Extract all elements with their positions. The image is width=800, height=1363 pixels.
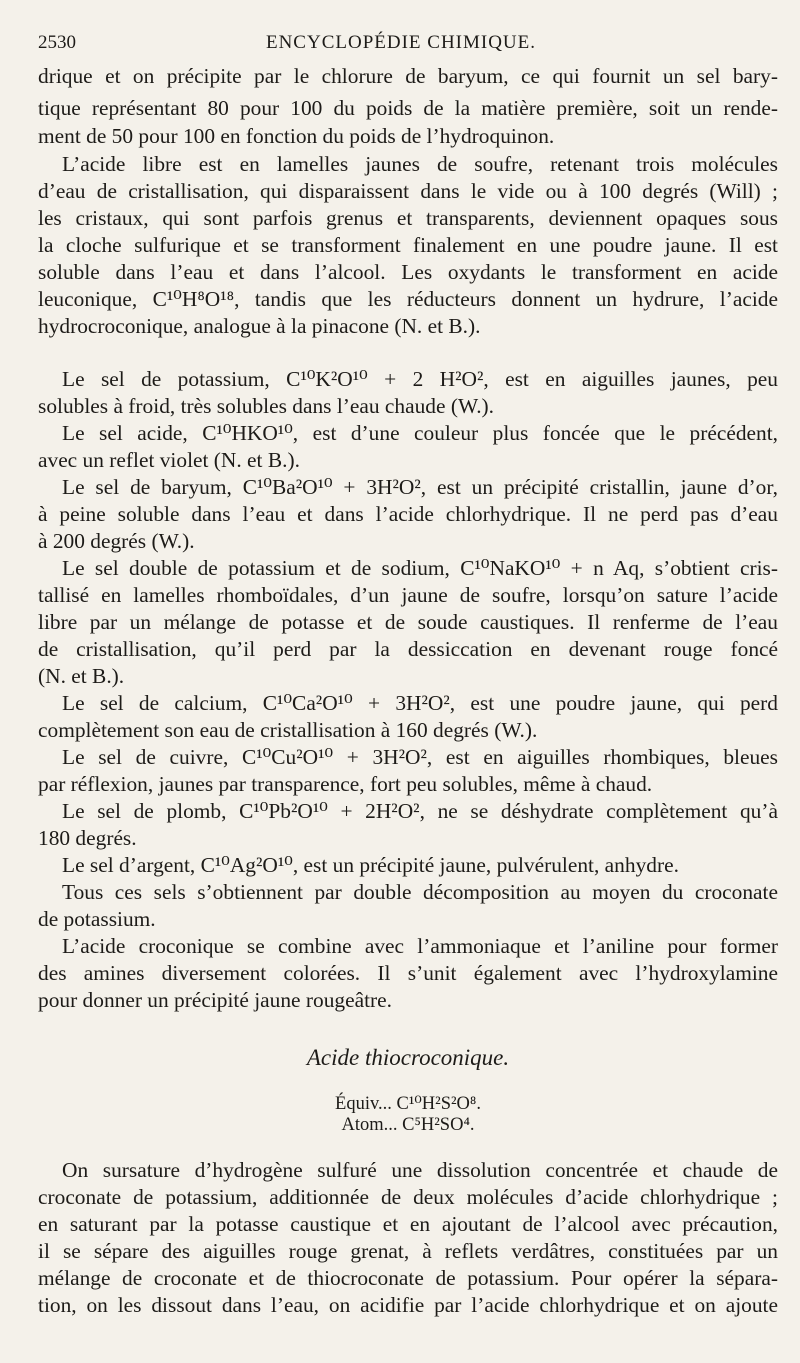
text-line: Tous ces sels s’obtiennent par double décomposition au moyen du croconate: [62, 880, 778, 904]
text-line: avec un reflet violet (N. et B.).: [38, 448, 300, 472]
formula-equiv: Équiv... C¹⁰H²S²O⁸.: [335, 1094, 481, 1114]
page-number: 2530: [38, 32, 76, 53]
text-line: pour donner un précipité jaune rougeâtre.: [38, 988, 392, 1012]
text-line: des amines diversement colorées. Il s’unit également avec l’hydroxylamine: [38, 961, 778, 985]
text-line: Le sel de potassium, C¹⁰K²O¹⁰ + 2 H²O², est en aiguilles jaunes, peu: [62, 367, 778, 391]
text-line: Le sel double de potassium et de sodium, C¹⁰NaKO¹⁰ + n Aq, s’obtient cris-: [62, 556, 778, 580]
text-line: tion, on les dissout dans l’eau, on acidifie par l’acide chlorhydrique et on ajoute: [38, 1293, 778, 1317]
text-line: On sursature d’hydrogène sulfuré une dissolution concentrée et chaude de: [62, 1158, 778, 1182]
text-line: drique et on précipite par le chlorure de baryum, ce qui fournit un sel bary-: [38, 64, 778, 88]
text-line: tallisé en lamelles rhomboïdales, d’un jaune de soufre, lorsqu’on sature l’acide: [38, 583, 778, 607]
text-line: complètement son eau de cristallisation à 160 degrés (W.).: [38, 718, 538, 742]
running-title: ENCYCLOPÉDIE CHIMIQUE.: [265, 32, 537, 53]
text-line: Le sel de baryum, C¹⁰Ba²O¹⁰ + 3H²O², est un précipité cristallin, jaune d’or,: [62, 475, 778, 499]
text-line: soluble dans l’eau et dans l’alcool. Les oxydants le transforment en acide: [38, 260, 778, 284]
text-line: leuconique, C¹⁰H⁸O¹⁸, tandis que les réducteurs donnent un hydrure, l’acide: [38, 287, 778, 311]
text-line: à peine soluble dans l’eau et dans l’acide chlorhydrique. Il ne perd pas d’eau: [38, 502, 778, 526]
text-line: mélange de croconate et de thiocroconate de potassium. Pour opérer la sépara-: [38, 1266, 778, 1290]
text-line: solubles à froid, très solubles dans l’eau chaude (W.).: [38, 394, 495, 418]
formula-atom: Atom... C⁵H²SO⁴.: [341, 1115, 475, 1135]
text-line: (N. et B.).: [38, 664, 125, 688]
text-line: tique représentant 80 pour 100 du poids de la matière première, soit un rende-: [38, 96, 778, 120]
text-line: ment de 50 pour 100 en fonction du poids de l’hydroquinon.: [38, 124, 555, 148]
text-line: Le sel de plomb, C¹⁰Pb²O¹⁰ + 2H²O², ne se déshydrate complètement qu’à: [62, 799, 778, 823]
text-line: d’eau de cristallisation, qui disparaissent dans le vide ou à 100 degrés (Will) ;: [38, 179, 778, 203]
text-line: croconate de potassium, additionnée de deux molécules d’acide chlorhydrique ;: [38, 1185, 778, 1209]
text-line: Le sel de cuivre, C¹⁰Cu²O¹⁰ + 3H²O², est en aiguilles rhombiques, bleues: [62, 745, 778, 769]
text-line: en saturant par la potasse caustique et en ajoutant de l’alcool avec précaution,: [38, 1212, 778, 1236]
text-line: L’acide croconique se combine avec l’ammoniaque et l’aniline pour former: [62, 934, 778, 958]
text-line: la cloche sulfurique et se transforment finalement en une poudre jaune. Il est: [38, 233, 778, 257]
text-line: il se sépare des aiguilles rouge grenat, à reflets verdâtres, constituées par un: [38, 1239, 778, 1263]
text-line: de cristallisation, qu’il perd par la dessiccation en devenant rouge foncé: [38, 637, 778, 661]
text-line: les cristaux, qui sont parfois grenus et transparents, deviennent opaques sous: [38, 206, 778, 230]
text-line: à 200 degrés (W.).: [38, 529, 195, 553]
text-line: Le sel acide, C¹⁰HKO¹⁰, est d’une couleur plus foncée que le précédent,: [62, 421, 778, 445]
text-line: hydrocroconique, analogue à la pinacone (N. et B.).: [38, 314, 481, 338]
text-line: 180 degrés.: [38, 826, 137, 850]
text-line: de potassium.: [38, 907, 156, 931]
body-text: [38, 0, 778, 1363]
text-line: L’acide libre est en lamelles jaunes de soufre, retenant trois molécules: [62, 152, 778, 176]
text-line: par réflexion, jaunes par transparence, fort peu solubles, même à chaud.: [38, 772, 653, 796]
text-line: Le sel d’argent, C¹⁰Ag²O¹⁰, est un précipité jaune, pulvérulent, anhydre.: [62, 853, 679, 877]
text-line: Le sel de calcium, C¹⁰Ca²O¹⁰ + 3H²O², est une poudre jaune, qui perd: [62, 691, 778, 715]
section-title: Acide thiocroconique.: [306, 1045, 510, 1070]
text-line: libre par un mélange de potasse et de soude caustiques. Il renferme de l’eau: [38, 610, 778, 634]
